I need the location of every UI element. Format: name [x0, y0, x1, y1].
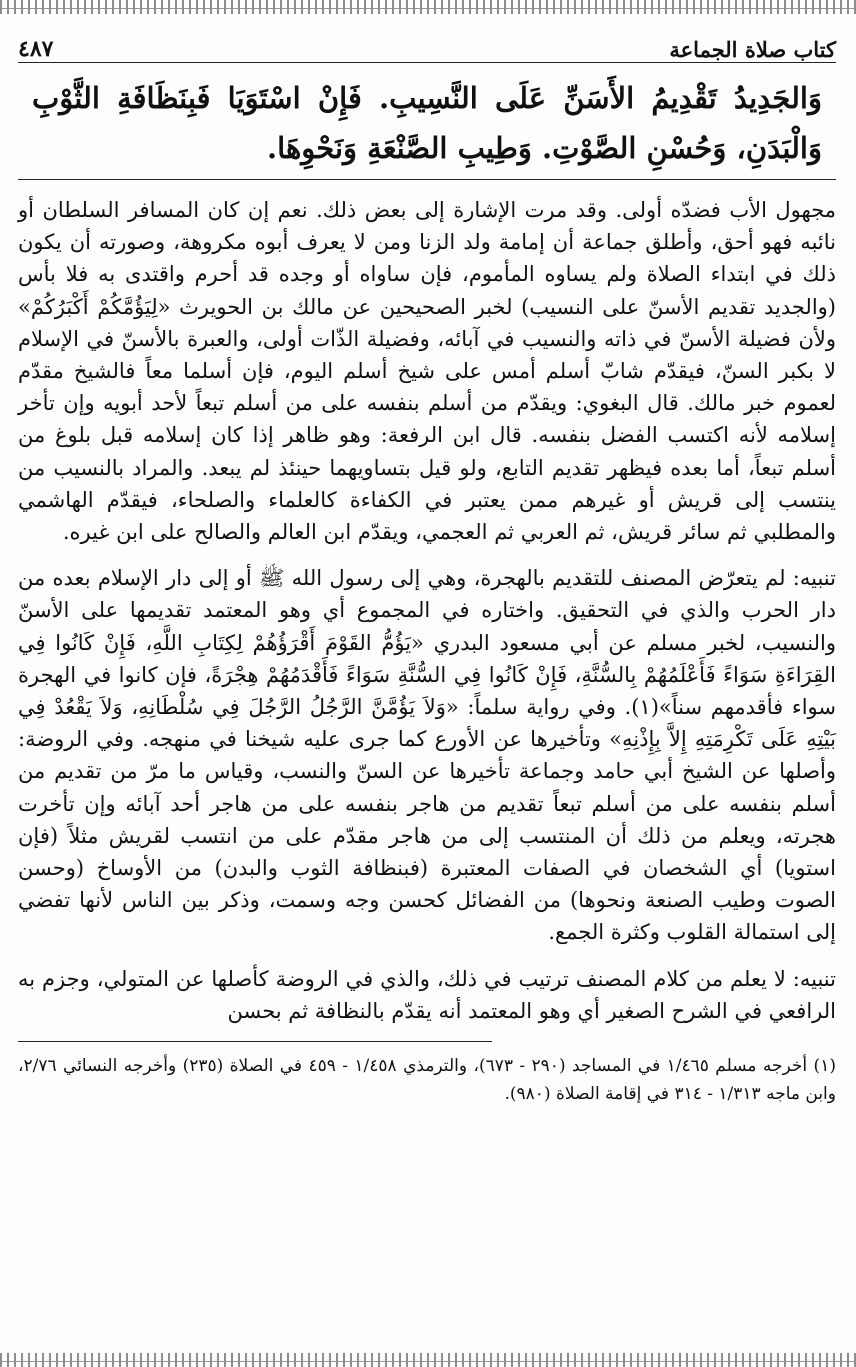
sharh-paragraph-2: تنبيه: لم يتعرّض المصنف للتقديم بالهجرة، وهي إلى رسول الله ﷺ أو إلى دار الإسلام بعده من دار الحرب والذي في التحقيق. واختاره في المجموع أي وهو المعتمد تقديمها على الأسنّ والنسيب، لخبر مسلم عن أبي مسعود البدري «يَؤُمُّ القَوْمَ أَقْرَؤُهُمْ لِكِتَابِ اللَّهِ، فَإِنْ كَانُوا فِي القِرَاءَةِ سَوَاءً فَأَعْلَمُهُمْ بِالسُّنَّةِ، فَإِنْ كَانُوا فِي السُّنَّةِ سَوَاءً فَأَقْدَمُهُمْ هِجْرَةً، فإن كانوا في الهجرة سواء فأقدمهم سناً»(١). وفي رواية سلماً: «وَلاَ يَؤُمَّنَّ الرَّجُلُ الرَّجُلَ فِي سُلْطَانِهِ، وَلاَ يَقْعُدْ فِي بَيْتِهِ عَلَى تَكْرِمَتِهِ إِلاَّ بِإِذْنِهِ» وتأخيرها عن الأورع كما جرى عليه شيخنا في منهجه. وفي الروضة: وأصلها عن الشيخ أبي حامد وجماعة تأخيرها عن السنّ والنسب، وقياس ما مرّ من تقديم من أسلم بنفسه على من أسلم تبعاً تقديم من هاجر بنفسه على من هاجر أحد آبائه وإن تأخرت هجرته، ويعلم من ذلك أن المنتسب إلى من هاجر مقدّم على من انتسب لقريش مثلاً (فإن استويا) أي الشخصان في الصفات المعتبرة (فبنظافة الثوب والبدن) من الأوساخ (وحسن الصوت وطيب الصنعة ونحوها) من الفضائل كحسن وجه وسمت، وذكر بين الناس لأنها تفضي إلى استمالة القلوب وكثرة الجمع.: [18, 566, 836, 945]
book-page: [18, 14, 836, 1351]
top-ornamental-border: [0, 0, 856, 14]
matn-text: وَالجَدِيدُ تَقْدِيمُ الأَسَنِّ عَلَى النَّسِيبِ. فَإِنْ اسْتَوَيَا فَبِنَظَافَةِ الثَّوْبِ وَالْبَدَنِ، وَحُسْنِ الصَّوْتِ. وَطِيبِ الصَّنْعَةِ وَنَحْوِهَا.: [18, 63, 836, 180]
running-header: [18, 14, 836, 63]
sharh-paragraph-3: تنبيه: لا يعلم من كلام المصنف ترتيب في ذلك، والذي في الروضة كأصلها عن المتولي، وجزم به الرافعي في الشرح الصغير أي وهو المعتمد أنه يقدّم بالنظافة ثم بحسن: [18, 966, 836, 1023]
sharh-paragraph-1: مجهول الأب فضدّه أولى. وقد مرت الإشارة إلى بعض ذلك. نعم إن كان المسافر السلطان أو نائبه فهو أحق، وأطلق جماعة أن إمامة ولد الزنا ومن لا يعرف أبوه مكروهة، وصورته أن يكون ذلك في ابتداء الصلاة ولم يساوه المأموم، فإن ساواه أو وجده قد أحرم واقتدى به فلا بأس (والجديد تقديم الأسنّ على النسيب) لخبر الصحيحين عن مالك بن الحويرث «لِيَؤُمَّكُمْ أَكْبَرُكُمْ» ولأن فضيلة الأسنّ في ذاته والنسيب في آبائه، وفضيلة الذّات أولى، والعبرة بالأسنّ في الإسلام لا بكبر السنّ، فيقدّم شابّ أسلم أمس على شيخ أسلم اليوم، فإن أسلما معاً فالشيخ مقدّم لعموم خبر مالك. قال البغوي: ويقدّم من أسلم بنفسه على من أسلم تبعاً لأحد أبويه وإن تأخر إسلامه لأنه اكتسب الفضل بنفسه. قال ابن الرفعة: وهو ظاهر إذا كان إسلامه قبل بلوغ من أسلم تبعاً، أما بعده فيظهر تقديم التابع، ولو قيل بتساويهما حينئذ لم يبعد. والمراد بالنسيب من ينتسب إلى قريش أو غيرهم ممن يعتبر في الكفاءة كالعلماء والصلحاء، فيقدّم الهاشمي والمطلبي ثم سائر قريش، ثم العربي ثم العجمي، ويقدّم ابن العالم والصالح على ابن غيره.: [18, 198, 836, 545]
book-title: كتاب صلاة الجماعة: [669, 37, 836, 62]
bottom-ornamental-border: [0, 1353, 856, 1367]
sharh-commentary: [18, 180, 836, 1027]
page-number: ٤٨٧: [18, 36, 54, 62]
footnote: (١) أخرجه مسلم ١/٤٦٥ في المساجد (٢٩٠ - ٦٧٣)، والترمذي ١/٤٥٨ - ٤٥٩ في الصلاة (٢٣٥) وأخرجه النسائي ٢/٧٦، وابن ماجه ١/٣١٣ - ٣١٤ في إقامة الصلاة (٩٨٠).: [18, 1056, 836, 1105]
